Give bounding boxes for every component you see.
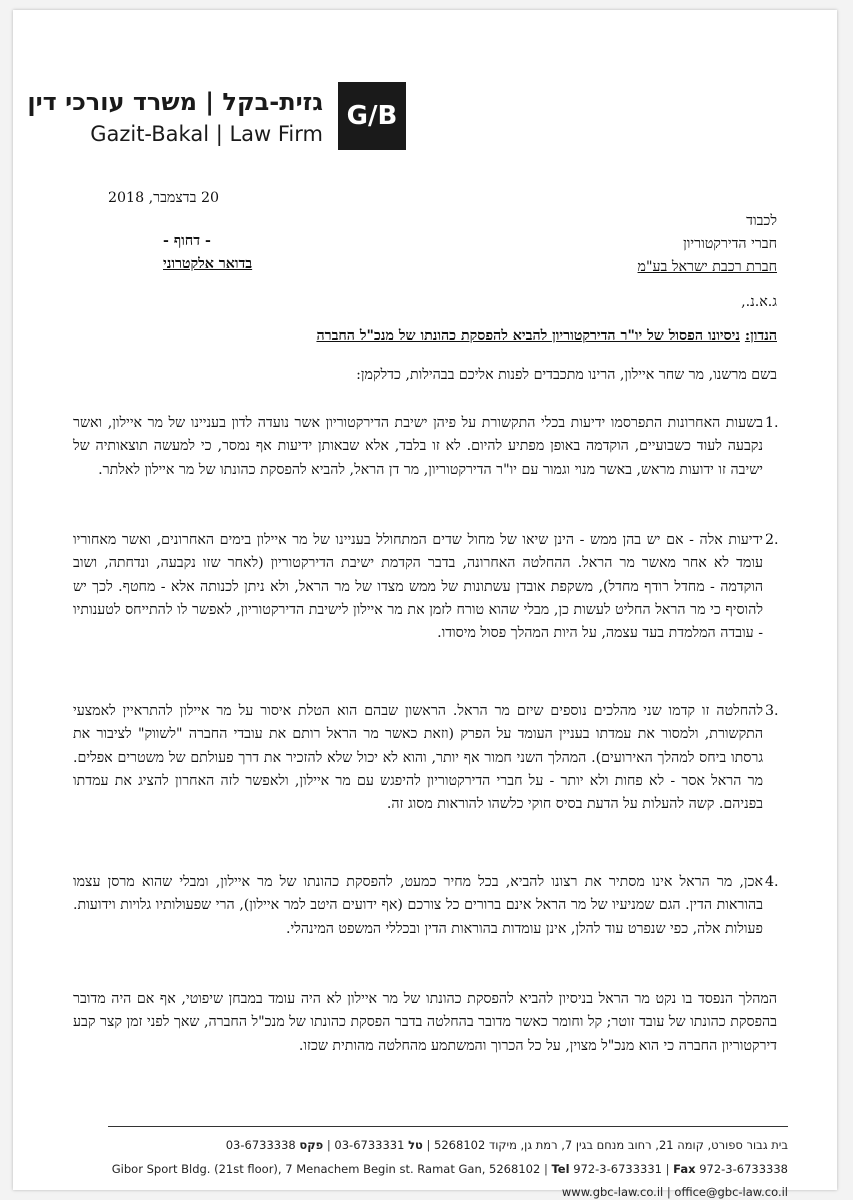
closing-paragraph: המהלך הנפסד בו נקט מר הראל בניסיון להביא להפסקת כהונתו של מר איילון לא היה עומד במבחן שיפוטי, אף אם היה מדובר בהפסקת כהונתו של עובד זוטר; קל וחומר כאשר מדובר בהחלטה בדבר הפסקת כהונתו של מנכ"ל החברה, שאך לפני זמן קצר קבע דירקטוריון החברה כי הוא מנכ"ל מצוין, על כל הכרוך והמשתמע מהחלטה מהותית שכזו. bbox=[73, 991, 778, 1054]
footer-divider bbox=[108, 1126, 788, 1127]
to-label: לכבוד bbox=[746, 213, 777, 229]
subject-label: הנדון: bbox=[744, 328, 777, 344]
letter-date: 20 בדצמבר, 2018 bbox=[108, 190, 220, 206]
footer-website-link[interactable]: www.gbc-law.co.il bbox=[561, 1185, 664, 1199]
footer-tel-label-en: Tel bbox=[551, 1162, 570, 1176]
recipient-block bbox=[433, 210, 777, 279]
firm-logo bbox=[338, 82, 406, 150]
footer-fax-label-en: Fax bbox=[673, 1162, 696, 1176]
paragraph: להחלטה זו קדמו שני מהלכים נוספים שיזם מר הראל. הראשון שבהם הוא הטלת איסור על מר איילון להתראיין לאמצעי התקשורת, ולמסור את עמדתו בעניין העומד על הפרק (וזאת כאשר מר הראל רותם את עובדי החברה "לשווק" לציבור את גרסתו ביחס למהלך האירועים). המהלך השני חמור אף יותר, והוא לא יכול שלא להזכיר את דרך פעולתם של משטרים אפלים. מר הראל אסר - לא פחות ולא יותר - על חברי הדירקטוריון להיפגש עם מר איילון, ולאפשר לזה האחרון להציג את עמדתו בפניהם. קשה להעלות על הדעת בסיס חוקי כלשהו להוראות מסוג זה. bbox=[73, 703, 763, 813]
delivery-method: בדואר אלקטרוני bbox=[163, 256, 253, 272]
footer-tel-he: 03-6733331 bbox=[334, 1138, 405, 1152]
opening-sentence: בשם מרשנו, מר שחר איילון, הרינו מתכבדים לפנות אליכם בבהילות, כדלקמן: bbox=[356, 367, 777, 383]
paragraph-number: 4. bbox=[765, 874, 779, 890]
paragraph-number: 2. bbox=[765, 532, 779, 548]
footer-fax-he: 03-6733338 bbox=[225, 1138, 296, 1152]
paragraph: ידיעות אלה - אם יש בהן ממש - הינן שיאו של מחול שדים המתחולל בעניינו של מר איילון בימים האחרונים, ואשר מאחוריו עומד לא אחר מאשר מר הראל. ההחלטה האחרונה, בדבר הקדמת ישיבת הדירקטוריון (לאחר שזו נקבעה, ונדחתה, ושוב הוקדמה - מחדל רודף מחדל), משקפת אובדן עשתונות של ממש מצדו של מר הראל, ולא ניתן לכנותה אלא - מחטף. לכך יש להוסיף כי מר הראל החליט לעשות כן, מבלי שהוא טורח לזמן את מר איילון לישיבת הדירקטוריון, לאפשר לו להתייחס לטענותיו - עובדה המלמדת בעד עצמה, על היות המהלך פסול מיסודו. bbox=[73, 532, 763, 642]
footer-tel-en: 972-3-6733331 bbox=[573, 1162, 662, 1176]
recipient-company: חברת רכבת ישראל בע"מ bbox=[637, 259, 777, 275]
paragraph-number: 1. bbox=[765, 415, 779, 431]
footer-tel-label-he: טל bbox=[408, 1138, 423, 1152]
subject-text: ניסיונו הפסול של יו"ר הדירקטוריון להביא להפסקת כהונתו של מנכ"ל החברה bbox=[316, 328, 740, 344]
recipient-directors: חברי הדירקטוריון bbox=[683, 236, 777, 252]
urgency-label: - דחוף - bbox=[163, 233, 211, 249]
logo-text: G/B bbox=[346, 101, 398, 131]
footer-address-hebrew: בית גבור ספורט, קומה 21, רחוב מנחם בגין 7, רמת גן, מיקוד 5268102 | טל 03-6733331 | פקס 03-6733338 bbox=[225, 1138, 788, 1152]
footer-address-english: Gibor Sport Bldg. (21st floor), 7 Menachem Begin st. Ramat Gan, 5268102 | Tel 972-3-6733331 | Fax 972-3-6733338 bbox=[111, 1162, 788, 1176]
subject-line bbox=[73, 328, 777, 345]
footer-email-link[interactable]: office@gbc-law.co.il bbox=[674, 1185, 788, 1199]
footer-address-he: בית גבור ספורט, קומה 21, רחוב מנחם בגין 7, רמת גן, מיקוד 5268102 bbox=[434, 1138, 788, 1152]
paragraph-number: 3. bbox=[765, 703, 779, 719]
footer-fax-en: 972-3-6733338 bbox=[699, 1162, 788, 1176]
paragraph: אכן, מר הראל אינו מסתיר את רצונו להביא, בכל מחיר כמעט, להפסקת כהונתו של מר איילון, ומבלי שהוא מרסן עצמו בהוראות הדין. הגם שמניעיו של מר הראל אינם ברורים כל צורכם (אף ידועים היטב למר איילון), הרי שפעולותיו גלויות וידועות. פעולות אלה, כפי שנפרט עוד להלן, אינן עומדות בהוראות הדין ובכללי המשפט המינהלי. bbox=[73, 874, 763, 937]
footer-fax-label-he: פקס bbox=[299, 1138, 324, 1152]
footer-contact: www.gbc-law.co.il | office@gbc-law.co.il bbox=[561, 1185, 788, 1199]
greeting: ג.א.נ., bbox=[741, 294, 777, 310]
letter-page bbox=[13, 10, 837, 1199]
footer-address-en: Gibor Sport Bldg. (21st floor), 7 Menachem Begin st. Ramat Gan, 5268102 bbox=[111, 1162, 541, 1176]
firm-name-hebrew: גזית-בקל | משרד עורכי דין bbox=[27, 88, 323, 116]
firm-name-english: Gazit-Bakal | Law Firm bbox=[90, 122, 323, 146]
paragraph: בשעות האחרונות התפרסמו ידיעות בכלי התקשורת על פיהן ישיבת הדירקטוריון אשר נועדה לדון בעניינו של מר איילון, ואשר נקבעה לעוד כשבועיים, הוקדמה באופן מפתיע להיום. לא זו בלבד, אלא שבאותן ידיעות אף נמסר, כי למעשה תוצאותיה של ישיבה זו ידועות מראש, באשר מנוי וגמור עם יו"ר הדירקטוריון, מר דן הראל, להביא להפסקת כהונתו של מר איילון לאלתר. bbox=[73, 415, 763, 478]
